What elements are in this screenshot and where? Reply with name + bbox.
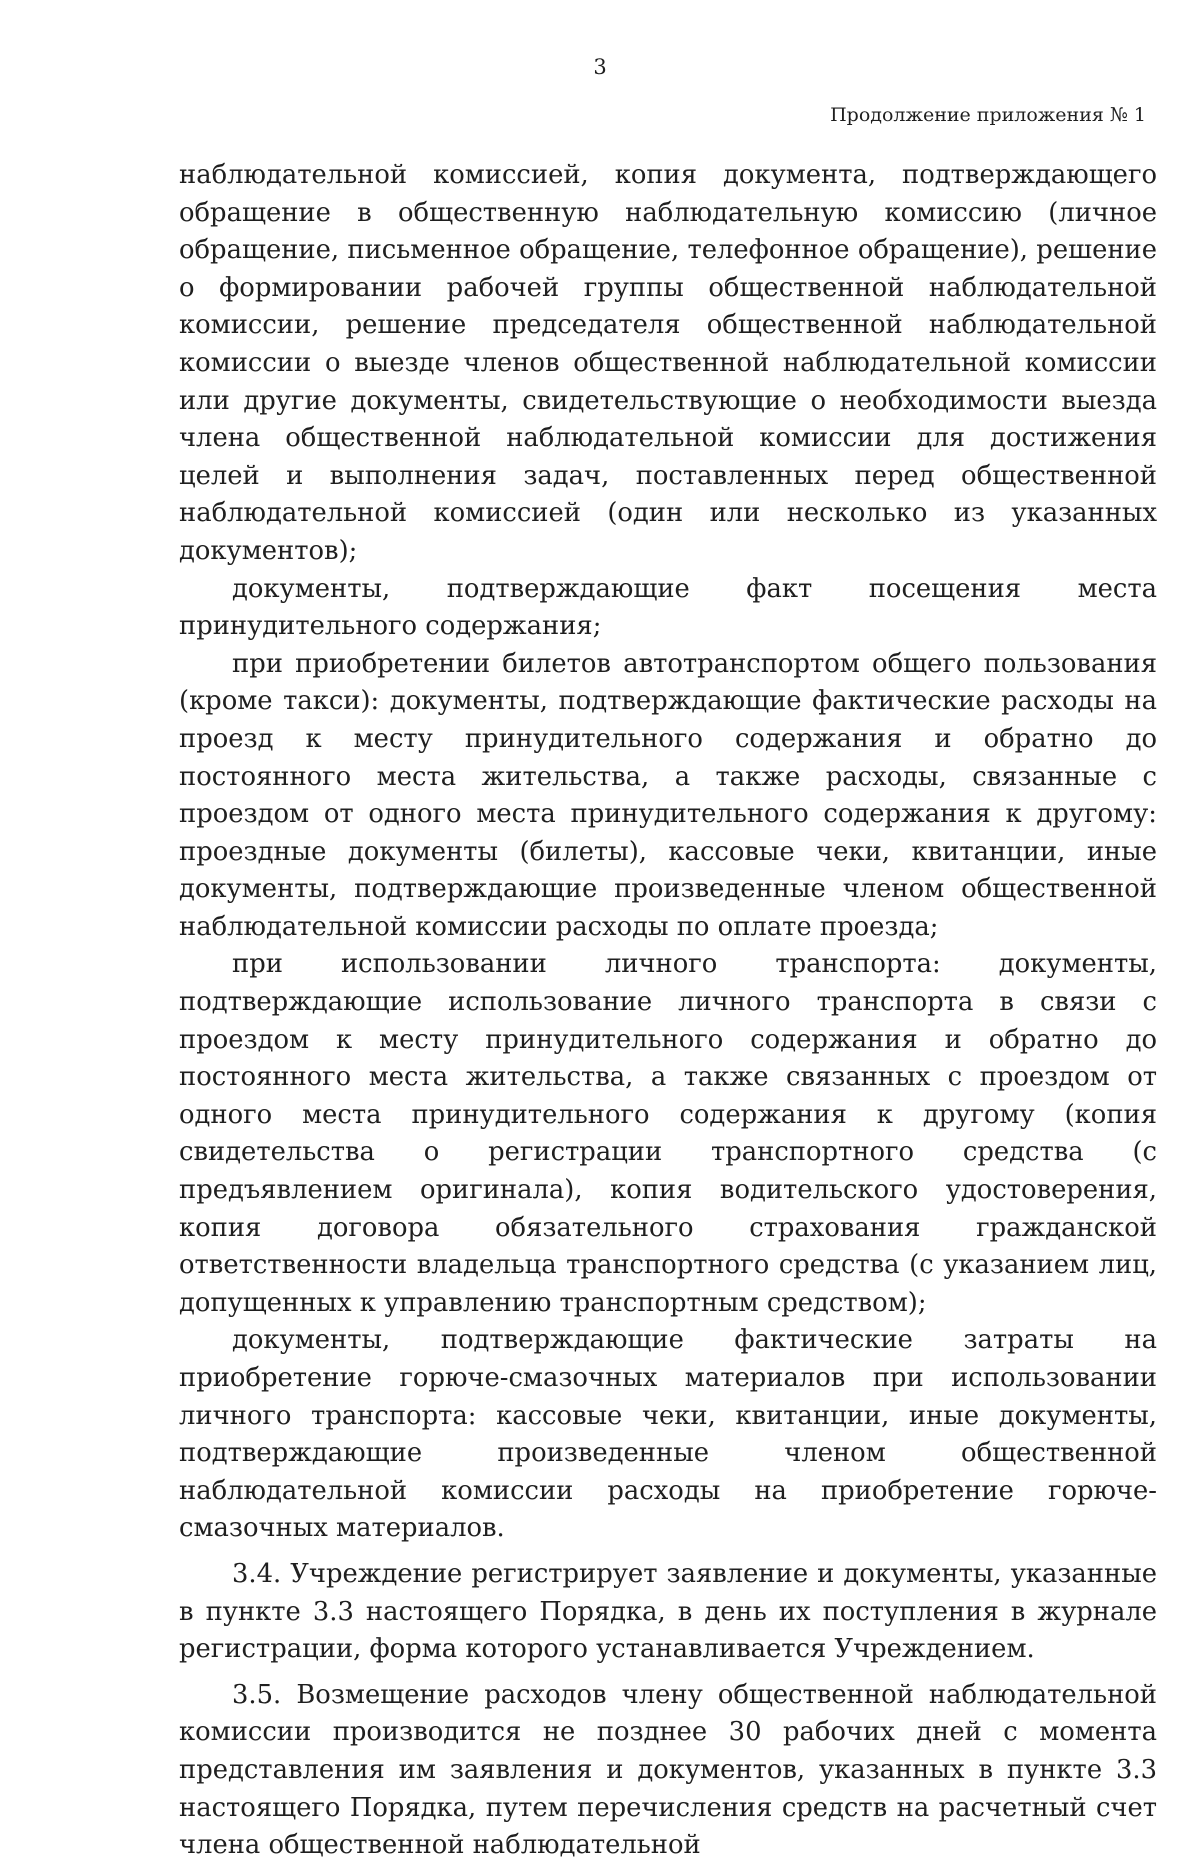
- paragraph-fuel-expenses: документы, подтверждающие фактические затраты на приобретение горюче-смазочных материалов при использовании личного транспорта: кассовые чеки, квитанции, иные документы, подтверждающие произведенные членом общественной наблюдательной комиссии расходы на приобретение горюче-смазочных материалов.: [179, 1325, 1157, 1544]
- paragraph-continued: наблюдательной комиссией, копия документа, подтверждающего обращение в общественную наблюдательную комиссию (личное обращение, письменное обращение, телефонное обращение), решение о формировании рабочей группы общественной наблюдательной комиссии, решение председателя общественной наблюдательной комиссии о выезде членов общественной наблюдательной комиссии или другие документы, свидетельствующие о необходимости выезда члена общественной наблюдательной комиссии для достижения целей и выполнения задач, поставленных перед общественной наблюдательной комиссией (один или несколько из указанных документов);: [179, 160, 1157, 566]
- appendix-continuation-label: Продолжение приложения № 1: [830, 104, 1146, 126]
- paragraph-public-transport: при приобретении билетов автотранспортом общего пользования (кроме такси): документы, подтверждающие фактические расходы на проезд к месту принудительного содержания и обратно до постоянного места жительства, а также расходы, связанные с проездом от одного места принудительного содержания к другому: проездные документы (билеты), кассовые чеки, квитанции, иные документы, подтверждающие произведенные членом общественной наблюдательной комиссии расходы по оплате проезда;: [179, 648, 1157, 942]
- paragraph-visit-documents: документы, подтверждающие факт посещения места принудительного содержания;: [179, 573, 1157, 642]
- document-body: [179, 157, 1157, 1865]
- page-number: 3: [593, 55, 607, 79]
- paragraph-personal-transport: при использовании личного транспорта: документы, подтверждающие использование личного транспорта в связи с проездом к месту принудительного содержания и обратно до постоянного места жительства, а также связанных с проездом от одного места принудительного содержания к другому (копия свидетельства о регистрации транспортного средства (с предъявлением оригинала), копия водительского удостоверения, копия договора обязательного страхования гражданской ответственности владельца транспортного средства (с указанием лиц, допущенных к управлению транспортным средством);: [179, 949, 1157, 1318]
- paragraph-section-3-4: 3.4. Учреждение регистрирует заявление и документы, указанные в пункте 3.3 настоящего Порядка, в день их поступления в журнале регистрации, форма которого устанавливается Учреждением.: [179, 1558, 1157, 1665]
- paragraph-section-3-5: 3.5. Возмещение расходов члену общественной наблюдательной комиссии производится не позднее 30 рабочих дней с момента представления им заявления и документов, указанных в пункте 3.3 настоящего Порядка, путем перечисления средств на расчетный счет члена общественной наблюдательной: [179, 1679, 1157, 1861]
